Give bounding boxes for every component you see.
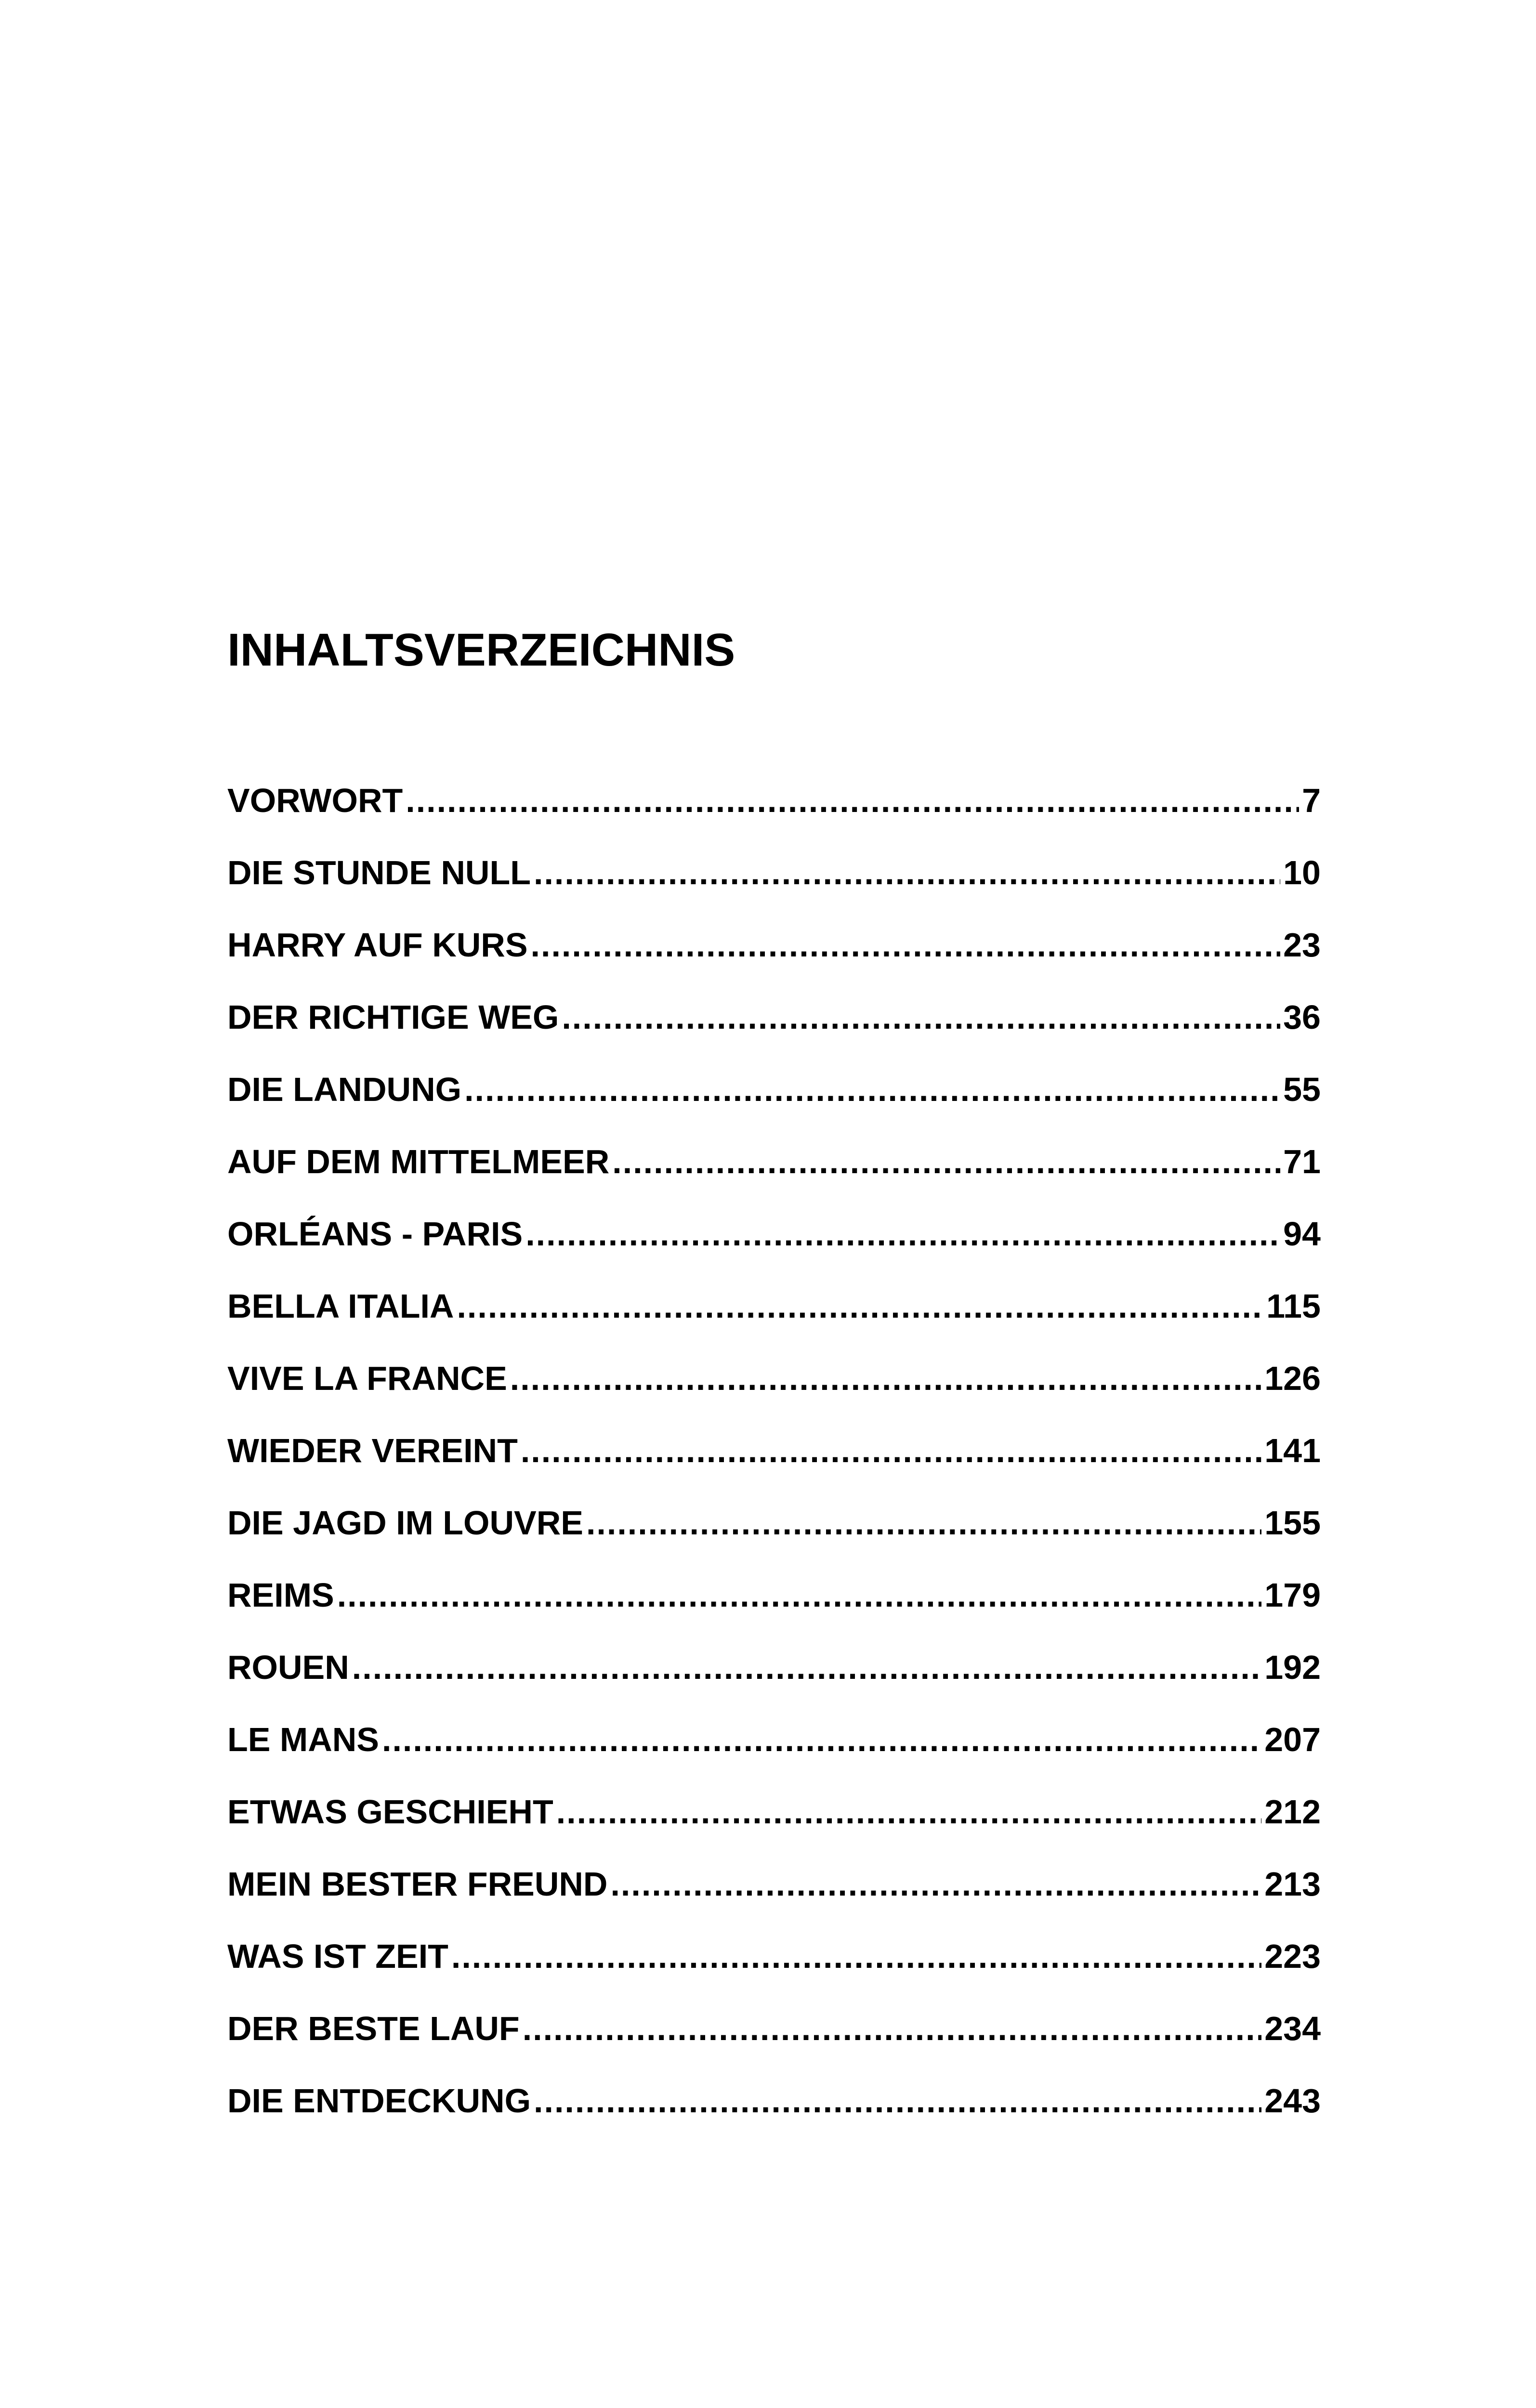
toc-entry-page-number: 141 — [1264, 1432, 1321, 1469]
toc-entry — [227, 849, 1321, 921]
toc-entry — [227, 993, 1321, 1065]
toc-entry-page-number: 207 — [1264, 1721, 1321, 1758]
toc-entry — [227, 1571, 1321, 1643]
toc-entry-page-number: 192 — [1264, 1649, 1321, 1686]
toc-entry-title: WAS IST ZEIT — [227, 1937, 448, 1975]
page-title: INHALTSVERZEICHNIS — [227, 624, 735, 676]
toc-entry-page-number: 7 — [1302, 782, 1321, 819]
toc-entry-title: HARRY AUF KURS — [227, 926, 528, 964]
toc-entry — [227, 1282, 1321, 1354]
toc-dot-leader — [525, 1210, 1280, 1258]
toc-dot-leader — [337, 1571, 1262, 1619]
toc-entry-title: MEIN BESTER FREUND — [227, 1865, 608, 1903]
toc-entry-page-number: 94 — [1283, 1215, 1321, 1253]
toc-entry-title: VORWORT — [227, 782, 403, 819]
toc-dot-leader — [534, 2077, 1261, 2125]
toc-entry-title: DIE LANDUNG — [227, 1071, 462, 1108]
toc-entry-page-number: 179 — [1264, 1576, 1321, 1614]
toc-entry — [227, 1210, 1321, 1282]
toc-dot-leader — [510, 1354, 1261, 1402]
toc-entry — [227, 2077, 1321, 2149]
toc-entry — [227, 1932, 1321, 2004]
toc-dot-leader — [612, 1138, 1280, 1186]
toc-dot-leader — [352, 1643, 1261, 1691]
toc-entry-title: DER BESTE LAUF — [227, 2010, 520, 2047]
toc-entry-title: ETWAS GESCHIEHT — [227, 1793, 553, 1831]
toc-entry-page-number: 234 — [1264, 2010, 1321, 2047]
toc-dot-leader — [451, 1932, 1261, 1980]
toc-entry-page-number: 223 — [1264, 1937, 1321, 1975]
toc-dot-leader — [562, 993, 1280, 1041]
toc-entry-title: BELLA ITALIA — [227, 1287, 454, 1325]
toc-dot-leader — [457, 1282, 1263, 1330]
table-of-contents — [227, 776, 1321, 2149]
toc-entry-title: VIVE LA FRANCE — [227, 1360, 507, 1397]
toc-entry-title: REIMS — [227, 1576, 334, 1614]
toc-entry — [227, 1354, 1321, 1426]
toc-entry-title: DIE STUNDE NULL — [227, 854, 531, 891]
toc-dot-leader — [534, 849, 1280, 897]
toc-entry-page-number: 10 — [1283, 854, 1321, 891]
toc-dot-leader — [382, 1715, 1261, 1764]
toc-entry-title: DIE ENTDECKUNG — [227, 2082, 531, 2120]
toc-dot-leader — [586, 1499, 1261, 1547]
toc-entry-page-number: 71 — [1283, 1143, 1321, 1180]
toc-entry-title: DIE JAGD IM LOUVRE — [227, 1504, 583, 1542]
toc-dot-leader — [521, 1426, 1261, 1475]
toc-entry-page-number: 36 — [1283, 998, 1321, 1036]
toc-entry — [227, 1643, 1321, 1715]
toc-dot-leader — [556, 1788, 1261, 1836]
toc-dot-leader — [406, 776, 1299, 824]
toc-entry-title: DER RICHTIGE WEG — [227, 998, 559, 1036]
toc-entry — [227, 1715, 1321, 1788]
toc-dot-leader — [523, 2004, 1262, 2053]
toc-dot-leader — [610, 1860, 1261, 1908]
toc-entry-page-number: 212 — [1264, 1793, 1321, 1831]
toc-entry-title: LE MANS — [227, 1721, 379, 1758]
toc-entry-page-number: 115 — [1266, 1287, 1321, 1325]
toc-entry — [227, 1065, 1321, 1138]
toc-entry-page-number: 23 — [1283, 926, 1321, 964]
toc-entry-page-number: 155 — [1264, 1504, 1321, 1542]
toc-entry — [227, 1860, 1321, 1932]
toc-entry-title: ORLÉANS - PARIS — [227, 1215, 523, 1253]
toc-entry — [227, 921, 1321, 993]
toc-entry-page-number: 126 — [1264, 1360, 1321, 1397]
toc-entry-title: WIEDER VEREINT — [227, 1432, 518, 1469]
toc-entry-title: AUF DEM MITTELMEER — [227, 1143, 610, 1180]
toc-entry-page-number: 55 — [1283, 1071, 1321, 1108]
toc-entry — [227, 1138, 1321, 1210]
toc-entry — [227, 776, 1321, 849]
toc-entry-page-number: 243 — [1264, 2082, 1321, 2120]
toc-dot-leader — [531, 921, 1281, 969]
toc-entry — [227, 2004, 1321, 2077]
toc-entry-title: ROUEN — [227, 1649, 349, 1686]
toc-entry — [227, 1426, 1321, 1499]
toc-entry — [227, 1499, 1321, 1571]
toc-entry-page-number: 213 — [1264, 1865, 1321, 1903]
toc-dot-leader — [464, 1065, 1280, 1113]
toc-entry — [227, 1788, 1321, 1860]
